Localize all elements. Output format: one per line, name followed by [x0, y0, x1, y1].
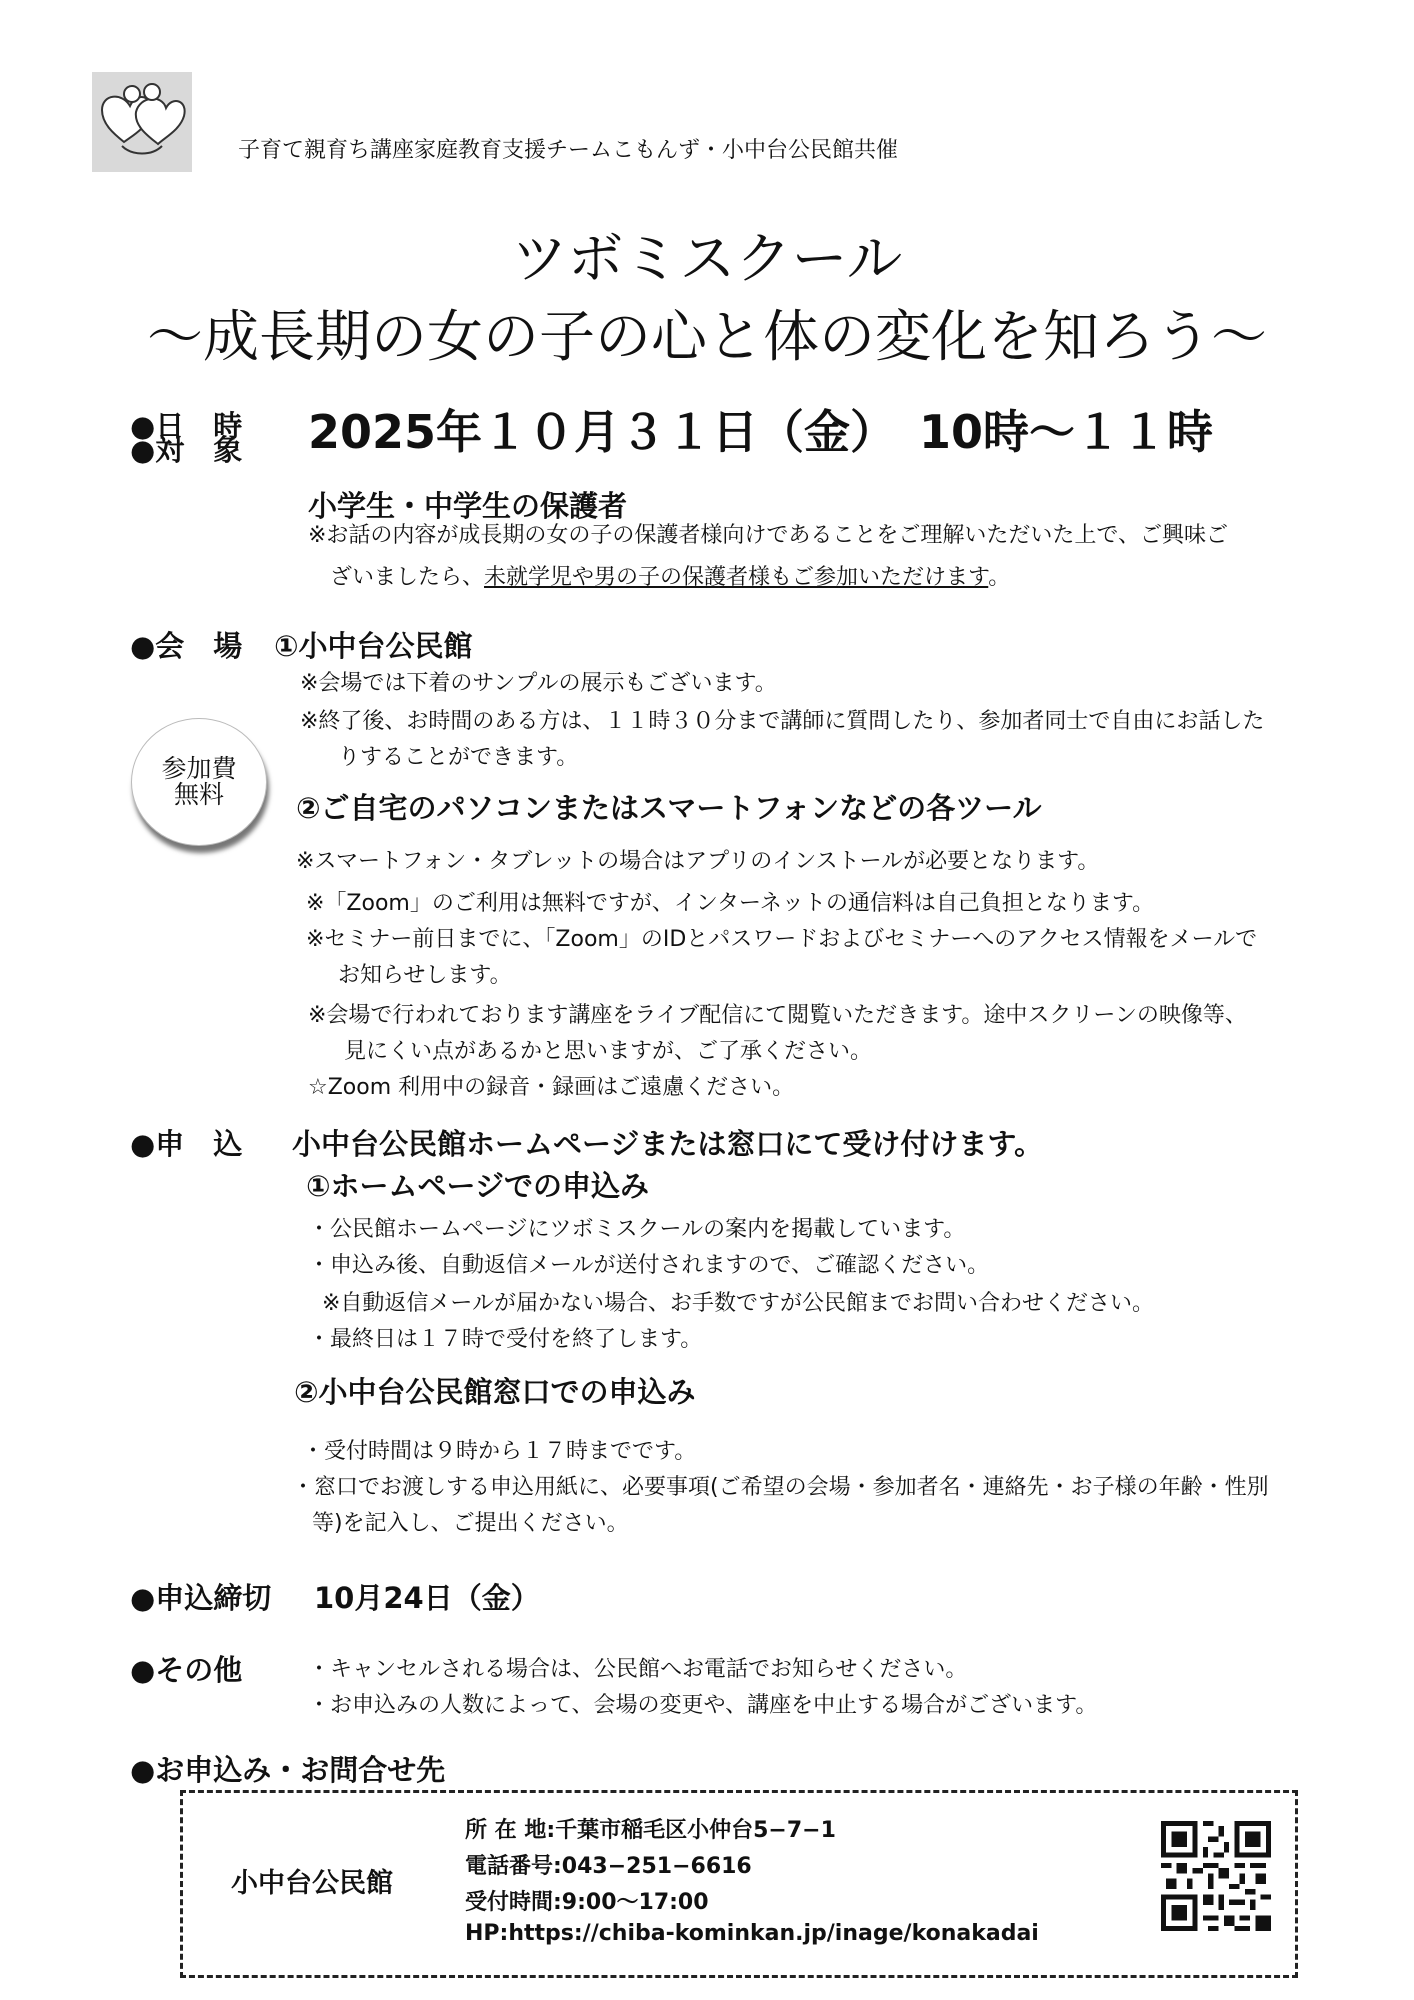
apply-web-3: ※自動返信メールが届かない場合、お手数ですが公民館までお問い合わせください。 [322, 1291, 1154, 1316]
contact-address: 所 在 地:千葉市稲毛区小仲台5−7−1 [465, 1818, 836, 1843]
apply-web-2: ・申込み後、自動返信メールが送付されますので、ご確認ください。 [308, 1253, 990, 1278]
apply-web-4: ・最終日は１７時で受付を終了します。 [308, 1327, 703, 1352]
other-line-1: ・キャンセルされる場合は、公民館へお電話でお知らせください。 [308, 1657, 968, 1682]
venue-note-9: 見にくい点があるかと思いますが、ご了承ください。 [344, 1039, 873, 1064]
contact-box [180, 1790, 1298, 1978]
contact-homepage-link[interactable]: HP:https://chiba-kominkan.jp/inage/konakadai [465, 1921, 1039, 1946]
organizer-line: 子育て親育ち講座家庭教育支援チームこもんず・小中台公民館共催 [238, 138, 899, 163]
apply-web-heading: ①ホームページでの申込み [306, 1169, 649, 1203]
venue-note-7: お知らせします。 [338, 963, 512, 988]
apply-summary: 小中台公民館ホームページまたは窓口にて受け付けます。 [292, 1127, 1044, 1161]
other-line-2: ・お申込みの人数によって、会場の変更や、講座を中止する場合がございます。 [308, 1693, 1098, 1718]
free-fee-badge [131, 718, 267, 846]
venue-note-5: ※「Zoom」のご利用は無料ですが、インターネットの通信料は自己負担となります。 [306, 891, 1155, 916]
datetime-value: 2025年１０月３１日（金） 10時～１１時 [308, 405, 1214, 459]
badge-line-1: 参加費 [161, 754, 237, 783]
venue-note-8: ※会場で行われております講座をライブ配信にて閲覧いただきます。途中スクリーンの映像等、 [308, 1003, 1247, 1028]
venue-note-2: ※終了後、お時間のある方は、１１時３０分まで講師に質問したり、参加者同士で自由にお話した [300, 709, 1265, 734]
apply-desk-2: ・窓口でお渡しする申込用紙に、必要事項(ご希望の会場・参加者名・連絡先・お子様の年齢・性別 [292, 1475, 1269, 1500]
apply-desk-3: 等)を記入し、ご提出ください。 [312, 1511, 629, 1536]
apply-web-1: ・公民館ホームページにツボミスクールの案内を掲載しています。 [308, 1217, 966, 1242]
venue-note-10: ☆Zoom 利用中の録音・録画はご遠慮ください。 [308, 1075, 795, 1100]
page-title: ツボミスクール [511, 227, 903, 292]
apply-label: ●申 込 [130, 1127, 243, 1161]
other-label: ●その他 [130, 1653, 243, 1687]
contact-hours: 受付時間:9:00〜17:00 [465, 1890, 709, 1915]
target-value: 小学生・中学生の保護者 [308, 489, 628, 523]
venue-note-1: ※会場では下着のサンプルの展示もございます。 [300, 671, 777, 696]
contact-phone: 電話番号:043−251−6616 [465, 1854, 752, 1879]
page-subtitle: ～成長期の女の子の心と体の変化を知ろう～ [147, 305, 1267, 370]
venue-label: ●会 場 [130, 629, 243, 663]
target-note-2: ざいましたら、未就学児や男の子の保護者様もご参加いただけます。 [330, 565, 1011, 590]
venue-note-3: りすることができます。 [338, 745, 579, 770]
qr-code-icon[interactable] [1161, 1821, 1271, 1931]
venue-1: ①小中台公民館 [274, 629, 473, 663]
apply-desk-1: ・受付時間は９時から１７時までです。 [302, 1439, 697, 1464]
datetime-label: ●日 時 [130, 409, 243, 443]
venue-2: ②ご自宅のパソコンまたはスマートフォンなどの各ツール [296, 791, 1042, 825]
contact-label: ●お申込み・お問合せ先 [130, 1753, 446, 1787]
contact-name: 小中台公民館 [231, 1868, 393, 1899]
target-label: ●対 象 [130, 433, 243, 467]
target-note-1: ※お話の内容が成長期の女の子の保護者様向けであることをご理解いただいた上で、ご興味ご [308, 523, 1228, 548]
badge-line-2: 無料 [173, 780, 224, 809]
venue-note-6: ※セミナー前日までに、「Zoom」のIDとパスワードおよびセミナーへのアクセス情報をメールで [306, 927, 1258, 952]
venue-note-4: ※スマートフォン・タブレットの場合はアプリのインストールが必要となります。 [296, 849, 1100, 874]
komonzu-logo-icon [92, 72, 192, 172]
deadline-value: 10月24日（金） [314, 1581, 540, 1615]
apply-desk-heading: ②小中台公民館窓口での申込み [294, 1375, 696, 1409]
deadline-label: ●申込締切 [130, 1581, 272, 1615]
